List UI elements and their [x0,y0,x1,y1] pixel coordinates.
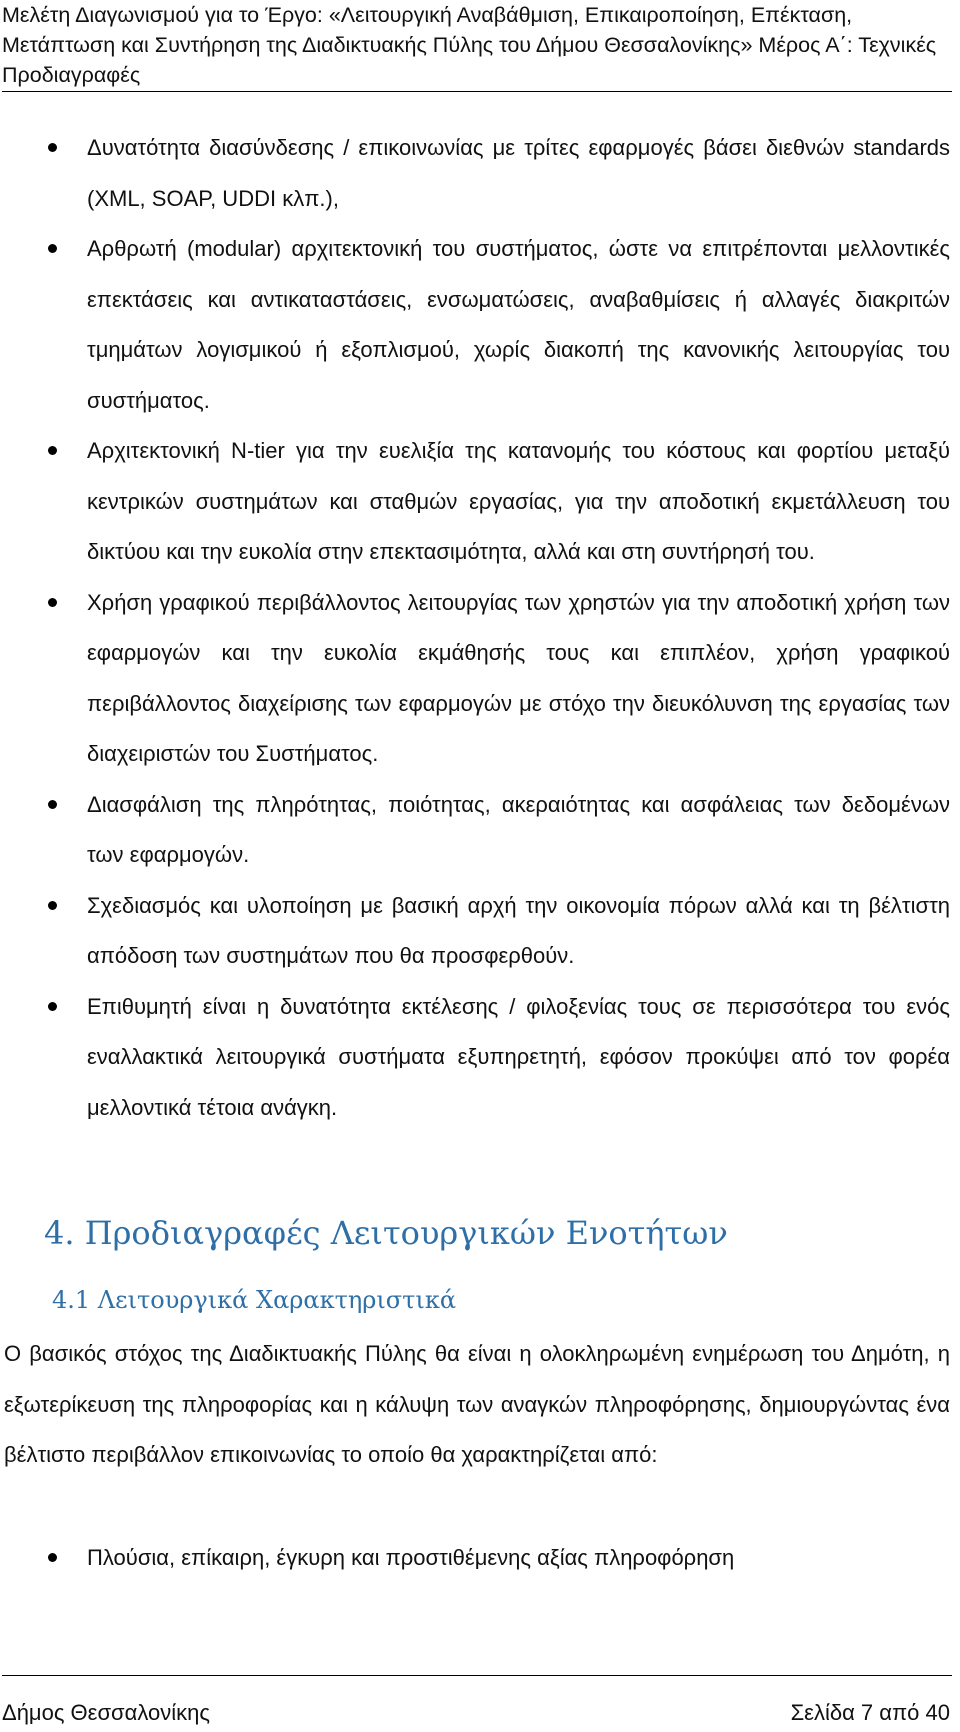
header-divider [2,91,952,92]
requirements-list [0,123,960,1133]
page-number: Σελίδα 7 από 40 [790,1700,950,1725]
list-item [0,881,960,982]
document-title: Μελέτη Διαγωνισμού για το Έργο: «Λειτουργική Αναβάθμιση, Επικαιροποίηση, Επέκταση, Μετάπτωση και Συντήρηση της Διαδικτυακής Πύλης του Δήμου Θεσσαλονίκης» Μέρος Α΄: Τεχνικές Προδιαγραφές [2,3,937,87]
list-item [0,426,960,578]
list-item [0,1533,960,1584]
footer-organization: Δήμος Θεσσαλονίκης [2,1700,210,1725]
bullet-icon [48,446,57,455]
list-item [0,224,960,426]
page-header [0,0,958,90]
list-item-text: Αρχιτεκτονική N-tier για την ευελιξία της κατανομής του κόστους και φορτίου μεταξύ κεντρικών συστημάτων και σταθμών εργασίας, για την αποδοτική εκμετάλλευση του δικτύου και την ευκολία στην επεκτασιμότητα, αλλά και στη συντήρησή του. [87,438,950,564]
list-item-text: Αρθρωτή (modular) αρχιτεκτονική του συστήματος, ώστε να επιτρέπονται μελλοντικές επεκτάσεις και αντικαταστάσεις, ενσωματώσεις, αναβαθμίσεις ή αλλαγές διακριτών τμημάτων λογισμικού ή εξοπλισμού, χωρίς διακοπή της κανονικής λειτουργίας του συστήματος. [87,236,950,413]
section-heading: 4. Προδιαγραφές Λειτουργικών Ενοτήτων [44,1214,728,1252]
list-item-text: Χρήση γραφικού περιβάλλοντος λειτουργίας των χρηστών για την αποδοτική χρήση των εφαρμογών και την ευκολία εκμάθησής τους και επιπλέον, χρήση γραφικού περιβάλλοντος διαχείρισης των εφαρμογών με στόχο την διευκόλυνση της εργασίας των διαχειριστών του Συστήματος. [87,589,950,766]
bullet-icon [48,1002,57,1011]
bullet-icon [48,1553,57,1562]
list-item-text: Πλούσια, επίκαιρη, έγκυρη και προστιθέμενης αξίας πληροφόρηση [87,1545,735,1570]
bullet-icon [48,800,57,809]
bullet-icon [48,598,57,607]
list-item-text: Διασφάλιση της πληρότητας, ποιότητας, ακεραιότητας και ασφάλειας των δεδομένων των εφαρμογών. [87,791,950,867]
list-item [0,982,960,1134]
bullet-icon [48,244,57,253]
subsection-heading: 4.1 Λειτουργικά Χαρακτηριστικά [52,1286,457,1314]
features-list [0,1533,960,1584]
section-paragraph: Ο βασικός στόχος της Διαδικτυακής Πύλης θα είναι η ολοκληρωμένη ενημέρωση του Δημότη, η εξωτερίκευση της πληροφορίας και η κάλυψη των αναγκών πληροφόρησης, δημιουργώντας ένα βέλτιστο περιβάλλον επικοινωνίας το οποίο θα χαρακτηρίζεται από: [4,1341,950,1467]
list-item [0,578,960,780]
list-item-text: Δυνατότητα διασύνδεσης / επικοινωνίας με τρίτες εφαρμογές βάσει διεθνών standards (XML, SOAP, UDDI κλπ.), [87,135,950,211]
list-item-text: Σχεδιασμός και υλοποίηση με βασική αρχή την οικονομία πόρων αλλά και τη βέλτιστη απόδοση των συστημάτων που θα προσφερθούν. [87,892,950,968]
list-item-text: Επιθυμητή είναι η δυνατότητα εκτέλεσης / φιλοξενίας τους σε περισσότερα του ενός εναλλακτικά λειτουργικά συστήματα εξυπηρετητή, εφόσον προκύψει από τον φορέα μελλοντικά τέτοια ανάγκη. [87,993,950,1120]
bullet-icon [48,143,57,152]
bullet-icon [48,901,57,910]
footer-divider [2,1675,952,1676]
list-item [0,123,960,224]
list-item [0,780,960,881]
